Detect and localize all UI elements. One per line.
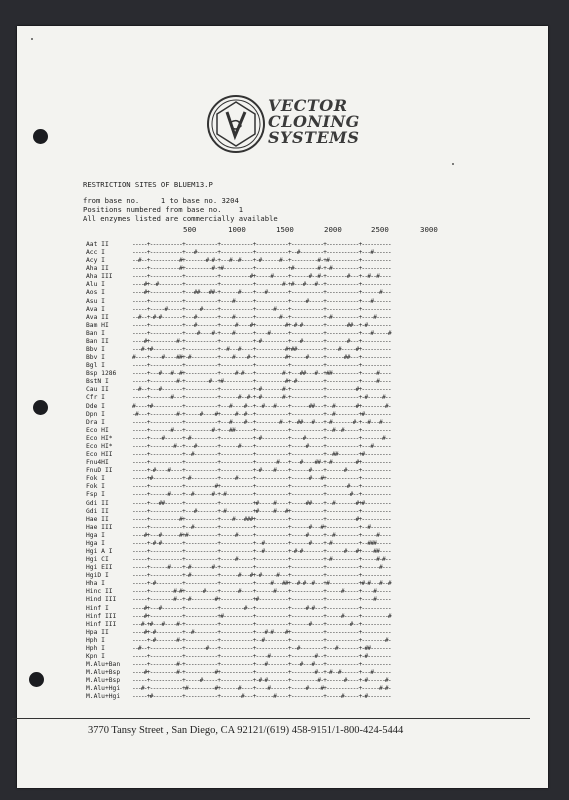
- map-row: #----+#----------+-----------+---#----#--+--#---#----+------##---+--#-------#+--------#-: [132, 402, 391, 410]
- enzyme-name: Alu I: [86, 281, 105, 289]
- map-row: -----+-#-------#-+-----------+-----------+--#--------+-----------+-----------+--------#-: [132, 636, 391, 644]
- logo-emblem-icon: [205, 92, 267, 156]
- enzyme-name: Eco HI*: [86, 434, 113, 442]
- axis-tick-label: 2500: [371, 225, 389, 234]
- enzyme-name: Ava II: [86, 313, 109, 321]
- company-logo: [205, 92, 365, 158]
- numbering-line: Positions numbered from base no. 1: [83, 205, 244, 214]
- map-row: -----+-#-#-------+-----------+-----------+--#--------+------#----+-#---------+--###-----: [132, 539, 391, 547]
- enzyme-name: Hinc II: [86, 588, 113, 596]
- enzyme-name: Fnu4HI: [86, 459, 109, 467]
- enzyme-name: Dra I: [86, 418, 105, 426]
- map-row: -----+--------#-#+------#----+------#----+------#----+-----------+-----#-----+----#-----: [132, 588, 391, 596]
- map-row: -----+-----------+-----------+----#------+-----------+-----#-----+-----------+---#------: [132, 297, 391, 305]
- enzyme-name: M.Alu+Bsp: [86, 677, 121, 685]
- enzyme-name: Dde I: [86, 402, 105, 410]
- enzyme-name: Fok I: [86, 475, 105, 483]
- enzyme-name: Hgi CI: [86, 556, 109, 564]
- binder-hole: [33, 129, 48, 144]
- enzyme-name: Hph I: [86, 644, 105, 652]
- map-row: -----+---#---#--#+-----------+-----#-#---+---------#-+---##---#--+##---------+-----#----: [132, 370, 391, 378]
- map-row: -----+-------#---+-----------+------#--#-+-#-------#-+-----------+-----------+-#-----#--: [132, 394, 391, 402]
- map-row: -----+-------#---+---------#-+---##------+-----------+-----------+--#--#-----+----------: [132, 426, 391, 434]
- enzyme-name: Bbv I: [86, 346, 105, 354]
- enzyme-name: Hind III: [86, 596, 117, 604]
- enzyme-name: Bam HI: [86, 321, 109, 329]
- map-row: -----+-#---------+-----------+-----------+-----#---##+--#-#--#---+#----------+#-#---#--#: [132, 580, 391, 588]
- map-row: -----+-----------+-#---------+------#---#+-#-----#---+-----------+-----------+----------: [132, 572, 391, 580]
- map-row: -----+-----------+-----------+-----------+--#--------+-#-#-------+------#---#+----##----: [132, 547, 391, 555]
- enzyme-name: Dpn I: [86, 410, 105, 418]
- enzyme-name: Eco HII: [86, 451, 113, 459]
- enzyme-name: Gdi II: [86, 499, 109, 507]
- enzyme-name: Hae III: [86, 523, 113, 531]
- enzyme-name: Gdi II: [86, 507, 109, 515]
- map-row: -----+#----------+-----------+-------#---+------#----+-----------+-----#-----+-#--------: [132, 693, 391, 701]
- enzyme-name: Ava I: [86, 305, 105, 313]
- enzyme-name: Ban I: [86, 329, 105, 337]
- enzyme-name: Hha I: [86, 580, 105, 588]
- map-row: ----#+---#-------+-----------+--------#--+-----------+-----#-#---+-----------+----------: [132, 604, 391, 612]
- enzyme-name: Aat II: [86, 241, 109, 248]
- map-row: -----+-----------+-----------+----------#+-----#-----+------#--#-+-------#---+--#--#----: [132, 273, 391, 281]
- map-row: -----+-----------+-----#-----+-----------+-#-#-------+---------#-+------#----+-#------#-: [132, 677, 391, 685]
- enzyme-list: [86, 241, 120, 701]
- map-row: -----+----#------+-#---------+-----------+-#---------+----#------+-----------+-------#--: [132, 434, 391, 442]
- enzyme-name: Cau II: [86, 386, 109, 394]
- enzyme-name: Hinf I: [86, 604, 109, 612]
- map-row: --#--+-#-#-------+---#-------+----#------+--------#--+-----------+-#---------+----#-----: [132, 313, 391, 321]
- enzymes-note: All enzymes listed are commercially available: [83, 214, 278, 223]
- footer-rule: [12, 718, 530, 719]
- map-row: -----+-----------+-----------+-----------+-------#---+---#----##-+-#--------#+----------: [132, 459, 391, 467]
- enzyme-name: Hinf III: [86, 612, 117, 620]
- enzyme-name: Hph I: [86, 636, 105, 644]
- logo-line-2: CLONING: [268, 112, 360, 131]
- axis-tick-label: 2000: [324, 225, 342, 234]
- enzyme-name: M.Alu+Bsp: [86, 669, 121, 677]
- enzyme-name: Eco HI*: [86, 442, 113, 450]
- map-row: -----+---------#-+-----------+-----------+---#-------+---#---#---+-----------+----------: [132, 661, 391, 669]
- enzyme-name: Kpn I: [86, 652, 105, 660]
- map-row: -----+--------#--+---#-------+------#----+-----------+-----#-----+-----------+---#------: [132, 442, 391, 450]
- map-row: ---#-+#---#----#-+-----------+-----------+-----------+------#----+--------#--+----------: [132, 620, 391, 628]
- map-row: ----#+--#--------+-----------+-----------+---------#-+#---#---#--+-----------+----------: [132, 281, 391, 289]
- enzyme-name: Cfr I: [86, 394, 105, 402]
- map-row: ----#+---#------#+#----------+-----#-----+-----------+-----#-----+--#--------+-----#----: [132, 531, 391, 539]
- enzyme-name: Hinf III: [86, 620, 117, 628]
- map-row: -----+---------#-+--------#--+#----------+----------#+-#---------+-----------+-----#----: [132, 378, 391, 386]
- map-row: #----+----#----##+-#---------+----#----#-+----------#+-----#-----+------##---+----------: [132, 354, 391, 362]
- logo-line-3: SYSTEMS: [268, 128, 360, 147]
- axis-tick-label: 1000: [228, 225, 246, 234]
- enzyme-name: HgiD I: [86, 572, 109, 580]
- map-row: -----+-----------+-----------+-----#-----+-----------+-----------+-#---------+-----#-#--: [132, 556, 391, 564]
- map-row: -----+----------#+-----------+----#---###+-----------+-----------+----------#+----------: [132, 515, 391, 523]
- enzyme-name: M.Alu+Hgi: [86, 685, 121, 693]
- range-line: from base no. 1 to base no. 3204: [83, 196, 239, 205]
- binder-hole: [29, 672, 44, 687]
- map-row: -----+-----------+----#----#-+----#------+----#------+-----------+-----------+---#-----#: [132, 329, 391, 337]
- map-row: --#--+-----------+-------#---+-----------+-----------+--#--------+---#-------+-##-------: [132, 644, 391, 652]
- axis-tick-label: 500: [183, 225, 197, 234]
- map-row: -----+-----------+---#-------+-#---------+#-----#---#+-----------+-----------+----------: [132, 507, 391, 515]
- enzyme-name: Hga I: [86, 539, 105, 547]
- map-row: ----#+-----------+-----------+#----------+-----------+-----------+-----#-----+---------#: [132, 612, 391, 620]
- map-row: -----+-----------+--#--------+-----------+-----------+------#---#+-----------+--#-------: [132, 523, 391, 531]
- map-row: ----#+-----------+---##---##-+------#----+---#-------+-----------+-----------+------#---: [132, 289, 391, 297]
- map-row: -----+-----------+-----------+---#----#--+--------#--+--##---#---+-#-------#-+--#---#---: [132, 418, 391, 426]
- binder-hole: [33, 400, 48, 415]
- enzyme-name: Bsp 1286: [86, 370, 117, 378]
- map-row: -----+--------#--+-#--------#+-----------+#----------+-----------+-----------+----#-----: [132, 596, 391, 604]
- map-row: -----+------#----+-#-------#-+-----------+-----------+-----------+-----------+------#---: [132, 564, 391, 572]
- enzyme-name: Aos I: [86, 289, 105, 297]
- map-row: ----#+-#---------+--#--------+-----------+---#-#----#+-----------+-----------+----------: [132, 628, 391, 636]
- map-row: -----+-----------+---#-------+-----------+-----------+--#--------+-----------+---#------: [132, 249, 391, 257]
- map-row: ---#-+-----------+#---------#+------#----+----#------+-----#----#+-----------+------#-#-: [132, 685, 391, 693]
- enzyme-name: Eco HI: [86, 426, 109, 434]
- enzyme-name: Aha III: [86, 273, 113, 281]
- enzyme-name: Acc I: [86, 249, 105, 257]
- map-row: ----#+---------#-+----------#+-----------+-----------+--------#--+-#--#------+---#------: [132, 669, 391, 677]
- map-row: -----+---##------+-----------+-----------+#-----#----+-----##----+--#-------#+#---------: [132, 499, 391, 507]
- restriction-map: [132, 241, 462, 701]
- enzyme-name: M.Alu+Hgi: [86, 693, 121, 701]
- map-row: -----+-----------+-----------+-----------+-----------+-----------+-----------+----------: [132, 362, 391, 370]
- map-ruler: -----+-----------+-----------+-----------+-----------+-----------+-----------+----------: [132, 241, 391, 248]
- enzyme-name: Hae II: [86, 515, 109, 523]
- enzyme-name: Acy I: [86, 257, 105, 265]
- enzyme-name: Hga I: [86, 531, 105, 539]
- map-row: ----#+---------#-+-----------+-----------+-#---------+---#-------+-------#---+----------: [132, 337, 391, 345]
- enzyme-name: Bgl I: [86, 362, 105, 370]
- map-row: -----+#----------+-#---------+-----#-----+-----------+------#---#+-----------+----------: [132, 475, 391, 483]
- enzyme-name: Fok I: [86, 483, 105, 491]
- report-title: RESTRICTION SITES OF BLUEM13.P: [83, 180, 213, 189]
- enzyme-name: FnuD II: [86, 467, 113, 475]
- map-row: -----+-----------+-----------+-----------+----#------+--------#--+-----------+-#--------: [132, 652, 391, 660]
- map-row: -----+----------#+---------#-+#----------+-----------+#--------#-+-#---------+----------: [132, 265, 391, 273]
- footer-address: 3770 Tansy Street , San Diego, CA 92121/(619) 458-9151/1-800-424-5444: [88, 725, 404, 736]
- enzyme-name: Fsp I: [86, 491, 105, 499]
- enzyme-name: Hgi A I: [86, 547, 113, 555]
- axis-tick-label: 3000: [420, 225, 438, 234]
- enzyme-name: Asu I: [86, 297, 105, 305]
- enzyme-name: Aha II: [86, 265, 109, 273]
- map-row: -#---+---------#-+-----#----#+-----#--#--+-----------+-----------+--#--------+#---------: [132, 410, 391, 418]
- enzyme-name: M.Alu+Ban: [86, 661, 121, 669]
- enzyme-name: Ban II: [86, 337, 109, 345]
- map-row: -----+-----------+---#-------+-----#----#+----------#+-#-#-------+-------##--+-#--------: [132, 321, 391, 329]
- map-row: --#--+---#-------+-----------+-----------+-#-------#-+-----------+----------#+----------: [132, 386, 391, 394]
- map-row: --#--+----------#+-------#-#-+---#--#----+-#------#--+---------#-+#----------+----------: [132, 257, 391, 265]
- enzyme-name: BstN I: [86, 378, 109, 386]
- enzyme-name: Hpa II: [86, 628, 109, 636]
- map-row: -----+------#----+--#------#-+-#---------+-----------+-----------+--------#--+----------: [132, 491, 391, 499]
- map-row: -----+-#----#----+-----------+-----------+-#----#----+------#----+------#----+----------: [132, 467, 391, 475]
- map-row: -----+-----------+----------#+-----------+-----------+-----------+-------#---+----------: [132, 483, 391, 491]
- axis-tick-label: 1500: [276, 225, 294, 234]
- map-row: -----+-----------+--#--------+-----------+-----------+-----------+--##-------+#---------: [132, 451, 391, 459]
- map-row: -----+-----#-----+-----#-----+-----------+------#----+-----------+-----------+----------: [132, 305, 391, 313]
- enzyme-name: Hgi EII: [86, 564, 113, 572]
- logo-line-1: VECTOR: [268, 96, 348, 115]
- map-row: ---#-+#----------+-----------+--#---#----+----------#+##---------+----#-----#+----------: [132, 346, 391, 354]
- enzyme-name: Bbv I: [86, 354, 105, 362]
